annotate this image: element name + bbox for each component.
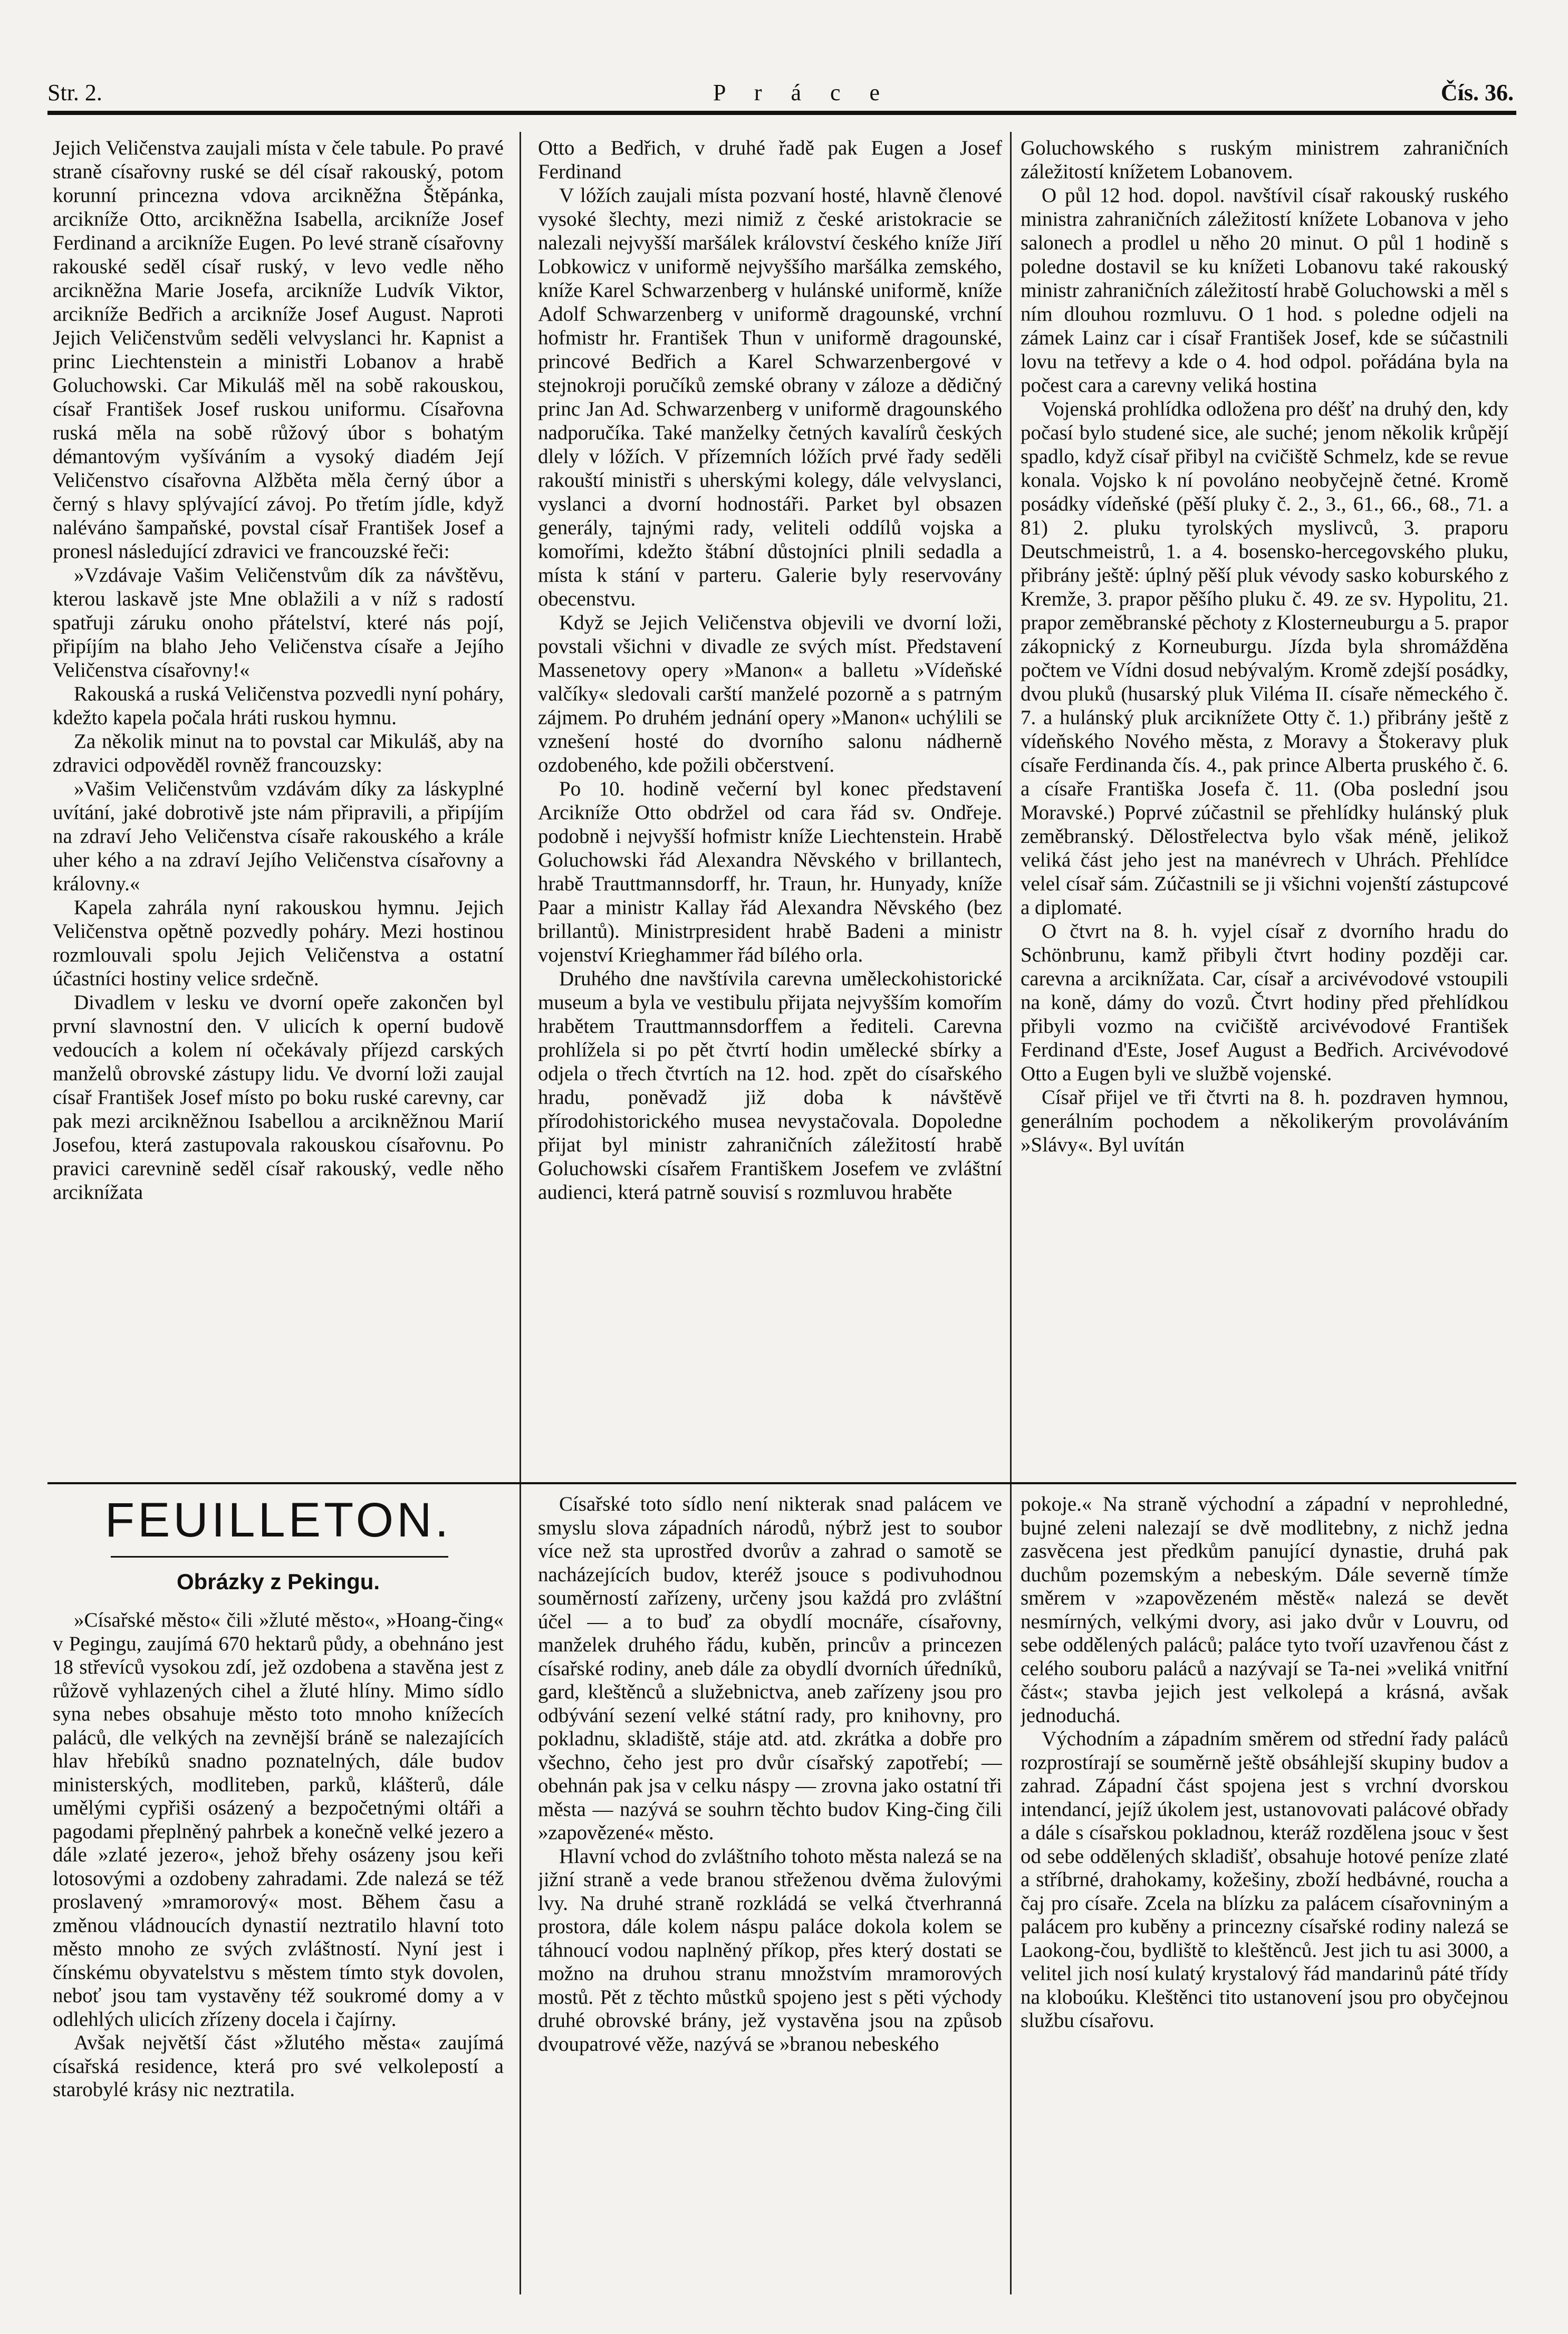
news-column-3 — [1021, 136, 1508, 1476]
feuilleton-heading: FEUILLETON. — [104, 1493, 452, 1547]
issue-number: Čís. 36. — [1440, 80, 1514, 105]
paragraph: Otto a Bedřich, v druhé řadě pak Eugen a Josef Ferdinand — [538, 137, 1002, 183]
paragraph: Po 10. hodině večerní byl konec představení Arcikníže Otto obdržel od cara řád sv. Ondřeje. podobně i nejvyšší hofmistr kníže Liechtenstein. Hrabě Goluchowski řád Alexandra Něvského v brillantech, hrabě Trauttmannsdorff, hr. Traun, hr. Hunyady, kníže Paar a ministr Kallay řád Alexandra Něvského (bez brillantů). Ministrpresident hrabě Badeni a ministr vojenství Krieghammer řád bílého orla. — [538, 777, 1002, 966]
paragraph: Císař přijel ve tři čtvrti na 8. h. pozdraven hymnou, generálním pochodem a několikerým provoláváním »Slávy«. Byl uvítán — [1021, 1086, 1508, 1156]
paragraph: O půl 12 hod. dopol. navštívil císař rakouský ruského ministra zahraničních záležitostí knížete Lobanova v jeho salonech a prodlel u něho 20 minut. O půl 1 hodině s poledne dostavil se ku knížeti Lobanovu také rakouský ministr zahraničních záležitostí hrabě Goluchowski a měl s ním dlouhou rozmluvu. O 1 hod. s poledne odjeli na zámek Lainz car i císař František Josef, kde se súčastnili lovu na tetřevy a kde o 4. hod odpol. pořádána byla na počest cara a carevny veliká hostina — [1021, 184, 1508, 397]
feuilleton-subtitle: Obrázky z Pekingu. — [176, 1569, 380, 1594]
paragraph: pokoje.« Na straně východní a západní v neprohledné, bujné zeleni nalezají se dvě modlitebny, z nichž jedna zasvěcena jest předkům panující dynastie, druhá pak duchům pozemským a nebeským. Dále severně tímže směrem v »zapovězeném městě« nalezá se devět nesmírných, velkými dvory, asi jako dvůr v Louvru, od sebe oddělených paláců; paláce tyto tvoří uzavřenou část z celého souboru paláců a nazývají se Ta-nei »veliká vnitřní část«; stavba jejich jest velkolepá a krásná, avšak jednoduchá. — [1021, 1493, 1508, 1727]
column-rule-1 — [520, 132, 521, 2294]
news-column-1 — [53, 136, 504, 1476]
paragraph: Hlavní vchod do zvláštního tohoto města nalezá se na jižní straně a vede branou střeženou dvěma žulovými lvy. Na druhé straně rozkládá se velká čtverhranná prostora, dále kolem náspu paláce dokola kolem se táhnoucí vodou naplněný příkop, přes který dostati se možno na druhou stranu množstvím mramorových mostů. Pět z těchto můstků spojeno jest s pěti východy druhé obrovské brány, jež vystavěna jsou na způsob dvoupatrové věže, nazývá se »branou nebeského — [538, 1845, 1002, 2056]
paragraph: »Císařské město« čili »žluté město«, »Hoang-čing« v Pegingu, zaujímá 670 hektarů půdy, a obehnáno jest 18 střevíců vysokou zdí, jež ozdobena a stavěna jest z růžově vyhlazených cihel a žluté hlíny. Mimo sídlo syna nebes obsahuje město toto mnoho knížecích paláců, dle velkých na zevnější bráně se nalezajících hlav hřebíků snadno poznatelných, dále budov ministerských, modliteben, parků, klášterů, dále umělými cypřiši osázený a bezpočetnými oltáři a pagodami přeplněný pahrbek a konečně velké jezero a dále »zlaté jezero«, jehož břehy osázeny jsou keři lotosovými a ozdobeny zahradami. Zde nalezá se též proslavený »mramorový« most. Během času a změnou vládnoucích dynastií neztratilo hlavní toto město mnoho ze svých zvláštností. Nyní jest i čínskému obyvatelstvu s městem tímto styk dovolen, neboť jsou tam vystavěny též soukromé domy a v odlehlých ulicích zřízeny docela i čajírny. — [53, 1609, 504, 2031]
paragraph: Avšak největší část »žlutého města« zaujímá císařská residence, která pro své velkolepostí a starobylé krásy nic neztratila. — [53, 2031, 504, 2101]
paragraph: Východním a západním směrem od střední řady paláců rozprostírají se souměrně ještě obsáhlejší skupiny budov a zahrad. Západní část spojena jest s vrchní dvorskou intendancí, jejíž úkolem jest, ustanovovati palácové obřady a dále s císařskou pokladnou, kteráž rozdělena jsouc v šest od sebe oddělených skladišť, obsahuje hotové peníze zlaté a stříbrné, drahokamy, kožešiny, zboží hedbávné, roucha a čaj pro císaře. Zcela na blízku za palácem císařovniným a palácem pro kuběny a princezny císařské rodiny nalezá se Laokong-čou, bydliště to kleštěnců. Jest jich tu asi 3000, a velitel jich nosí kulatý krystalový řád mandarinů páté třídy na kloboúku. Kleštěnci tito ustanovení jsou pro obyčejnou službu císařovu. — [1021, 1727, 1508, 2032]
paragraph: Jejich Veličenstva zaujali místa v čele tabule. Po pravé straně císařovny ruské se dél císař rakouský, potom korunní princezna vdova arcikněžna Štěpánka, arcikníže Otto, arcikněžna Isabella, arcikníže Josef Ferdinand a arcikníže Eugen. Po levé straně císařovny rakouské seděl císař ruský, v levo vedle něho arcikněžna Marie Josefa, arcikníže Ludvík Viktor, arcikníže Bedřich a arcikníže Josef August. Naproti Jejich Veličenstvům seděli velvyslanci hr. Kapnist a princ Liechtenstein a ministři Lobanov a hrabě Goluchowski. Car Mikuláš měl na sobě rakouskou, císař František Josef ruskou uniformu. Císařovna ruská měla na sobě růžový úbor s bohatým démantovým vyšíváním a vysoký diadém Její Veličenstvo císařovna Alžběta měla černý úbor a černý s hlavy splývající závoj. Po třetím jídle, když naléváno šampaňské, povstal císař František Josef a pronesl následující zdravici ve francouzské řeči: — [53, 137, 504, 563]
feuilleton-rule — [111, 1556, 448, 1558]
paragraph: Císařské toto sídlo není nikterak snad palácem ve smyslu slova západních národů, nýbrž jest to soubor více než sta uprostřed dvorův a zahrad o samotě se nacházejících budov, kteréž jsouce s podivuhodnou souměrností zařízeny, určeny jsou každá pro zvláštní účel — a to buď za obydlí mocnáře, císařovny, manželek druhého řádu, kuběn, princův a princezen císařské rodiny, aneb dále za obydlí dvorních úředníků, gard, kleštěnců a služebnictva, aneb zařízeny jsou pro odbývání sezení velké státní rady, pro knihovny, pro pokladnu, skladiště, stáje atd. atd. zkrátka a dobře pro všechno, čeho jest pro dvůr císařský zapotřebí; — obehnán pak jsa v celku náspy — zrovna jako ostatní tři města — nazývá se souhrn těchto budov King-čing čili »zapovězené« město. — [538, 1493, 1002, 1844]
page-number: Str. 2. — [47, 80, 102, 105]
paragraph: Kapela zahrála nyní rakouskou hymnu. Jejich Veličenstva opětně pozvedly poháry. Mezi hostinou rozmlouvali spolu Jejich Veličenstva a ostatní účastníci hostiny velice srdečně. — [53, 896, 504, 990]
news-column-2 — [538, 136, 1002, 1476]
paragraph: »Vzdávaje Vašim Veličenstvům dík za návštěvu, kterou laskavě jste Mne oblažili a v níž s radostí spatřuji záruku onoho přátelství, které nás pojí, připíjím na blaho Jeho Veličenstva císaře a Jejího Veličenstva císařovny!« — [53, 564, 504, 681]
paragraph: Když se Jejich Veličenstva objevili ve dvorní loži, povstali všichni v divadle ze svých míst. Představení Massenetovy opery »Manon« a balletu »Vídeňské valčíky« sledovali carští manželé pozorně a s patrným zájmem. Po druhém jednání opery »Manon« uchýlili se vznešení hosté do dvorního salonu nádherně ozdobeného, kde požili občerstvení. — [538, 611, 1002, 776]
paragraph: Goluchowského s ruským ministrem zahraničních záležitostí knížetem Lobanovem. — [1021, 137, 1508, 183]
paragraph: V lóžích zaujali místa pozvaní hosté, hlavně členové vysoké šlechty, mezi nimiž z české aristokracie se nalezali nejvyšší maršálek království českého kníže Jiří Lobkowicz v uniformě nejvyššího maršálka zemského, kníže Karel Schwarzenberg v hulánské uniformě, kníže Adolf Schwarzenberg v uniformě dragounské, vrchní hofmistr hr. František Thun v uniformě dragounské, princové Bedřich a Karel Schwarzenbergové v stejnokroji poručíků zemské obrany v záloze a dědičný princ Jan Ad. Schwarzenberg v uniformě dragounského nadporučíka. Také manželky četných kavalírů českých dlely v lóžích. V přízemních lóžích prvé řady seděli rakouští ministři s uherskými kolegy, dále velvyslanci, vyslanci a dvorní hodnostáři. Parket byl obsazen generály, tajnými rady, veliteli oddílů vojska a komořími, kdežto štábní důstojníci plnili sedadla a místa k stání v parteru. Galerie byly reservovány obecenstvu. — [538, 184, 1002, 610]
paragraph: Vojenská prohlídka odložena pro déšť na druhý den, kdy počasí bylo studené sice, ale suché; jenom několik krůpějí spadlo, když císař přibyl na cvičiště Schmelz, kde se revue konala. Vojsko k ní povoláno neobyčejně četné. Kromě posádky vídeňské (pěší pluky č. 2., 3., 61., 66., 68., 71. a 81) 2. pluku tyrolských myslivců, 3. praporu Deutschmeistrů, 1. a 4. bosensko-hercegovského pluku, přibrány ještě: úplný pěší pluk vévody sasko koburského z Kremže, 3. prapor pěšího pluku č. 49. ze sv. Hypolitu, 21. prapor zeměbranské pěchoty z Klosterneuburgu a 5. prapor zákopnický z Korneuburgu. Jízda byla shromážděna počtem ve Vídni dosud nebývalým. Kromě zdejší posádky, dvou pluků (husarský pluk Viléma II. císaře německého č. 7. a hulánský pluk arciknížete Otty č. 1.) přibrány ještě z vídeňského Nového města, z Moravy a Štokeravy pluk císaře Ferdinanda čís. 4., pak prince Alberta pruského č. 6. a císaře Františka Josefa č. 11. (Oba poslední jsou Moravské.) Poprvé zúčastnil se přehlídky hulánský pluk zeměbranský. Dělostřelectva bylo však méně, jelikož veliká část jeho jest na manévrech v Uhrách. Přehlídce velel císař sám. Zúčastnili se ji všichni vojenští zástupcové a diplomaté. — [1021, 398, 1508, 919]
masthead — [47, 79, 1514, 121]
section-divider — [47, 1482, 1516, 1484]
feuilleton-column-1 — [53, 1609, 504, 2294]
newspaper-title: P r á c e — [713, 80, 892, 105]
paragraph: »Vašim Veličenstvům vzdávám díky za láskyplné uvítání, jaké dobrotivě jste nám připravili, a připíjím na zdraví Jeho Veličenstva císaře rakouského a krále uher kého a na zdraví Jejího Veličenstva císařovny a královny.« — [53, 777, 504, 895]
feuilleton-column-3 — [1021, 1493, 1508, 2294]
paragraph: Divadlem v lesku ve dvorní opeře zakončen byl první slavnostní den. V ulicích k operní budově vedoucích a kolem ní očekávaly příjezd carských manželů obrovské zástupy lidu. Ve dvorní loži zaujal císař František Josef místo po boku ruské carevny, car pak mezi arcikněžnou Isabellou a arcikněžnou Marií Josefou, která zastupovala rakouskou císařovnu. Po pravici carevnině seděl císař rakouský, vedle něho arciknížata — [53, 991, 504, 1204]
paragraph: Druhého dne navštívila carevna uměleckohistorické museum a byla ve vestibulu přijata nejvyšším komořím hrabětem Trauttmannsdorffem a řediteli. Carevna prohlížela si po pět čtvrtí hodin umělecké sbírky a odjela o třech čtvrtích na 12. hod. zpět do císařského hradu, poněvadž již doba k návštěvě přírodohistorického musea nevystačovala. Dopoledne přijat byl ministr zahraničních záležitostí hrabě Goluchowski císařem Františkem Josefem ve zvláštní audienci, která patrně souvisí s rozmluvou hraběte — [538, 967, 1002, 1204]
column-rule-2 — [1010, 132, 1012, 2294]
paragraph: O čtvrt na 8. h. vyjel císař z dvorního hradu do Schönbrunu, kamž přibyli čtvrt hodiny později car. carevna a arciknížata. Car, císař a arcivévodové vstoupili na koně, dámy do vozů. Čtvrt hodiny před přehlídkou přibyli vozmo na cvičiště arcivévodové František Ferdinand d'Este, Josef August a Bedřich. Arcivévodové Otto a Eugen byli ve službě vojenské. — [1021, 920, 1508, 1085]
paragraph: Za několik minut na to povstal car Mikuláš, aby na zdravici odpověděl rovněž francouzsky: — [53, 730, 504, 776]
paragraph: Rakouská a ruská Veličenstva pozvedli nyní poháry, kdežto kapela počala hráti ruskou hymnu. — [53, 683, 504, 729]
feuilleton-column-2 — [538, 1493, 1002, 2294]
masthead-rule — [47, 111, 1516, 115]
